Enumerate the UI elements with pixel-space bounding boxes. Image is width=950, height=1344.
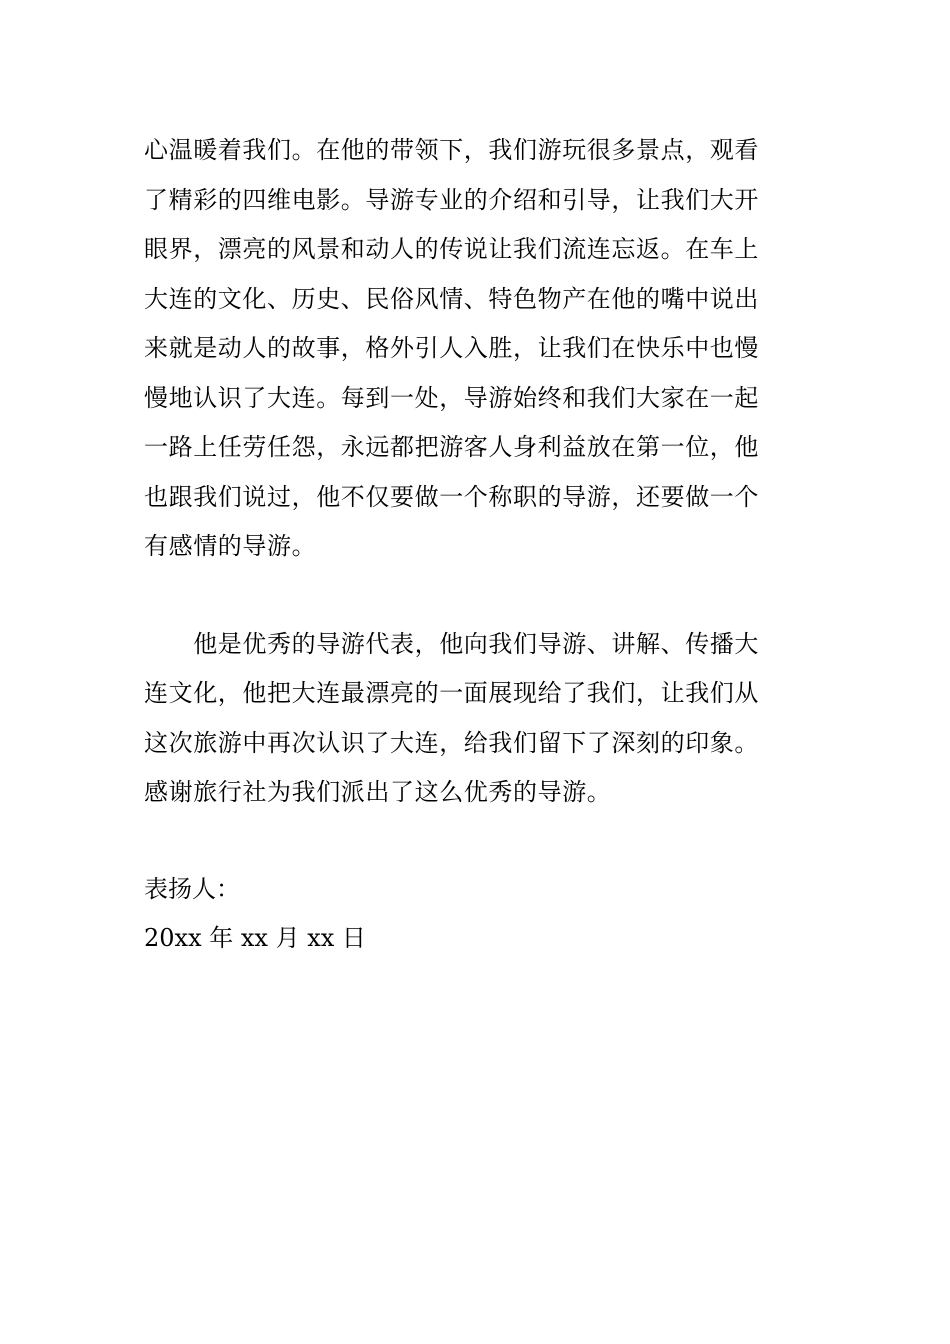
paragraph-line: 有感情的导游。 (144, 532, 317, 560)
paragraph-line: 也跟我们说过，他不仅要做一个称职的导游，还要做一个 (144, 482, 759, 511)
paragraph-2 (144, 620, 814, 818)
paragraph-1 (144, 126, 814, 572)
paragraph-line: 心温暖着我们。在他的带领下，我们游玩很多景点，观看 (144, 136, 759, 164)
paragraph-line: 他是优秀的导游代表，他向我们导游、讲解、传播大 (144, 629, 759, 658)
paragraph-line: 这次旅游中再次认识了大连，给我们留下了深刻的印象。 (144, 728, 759, 757)
paragraph-line: 来就是动人的故事，格外引人入胜，让我们在快乐中也慢 (144, 334, 759, 362)
document-body (144, 126, 814, 963)
paragraph-line: 连文化，他把大连最漂亮的一面展现给了我们，让我们从 (144, 679, 759, 707)
paragraph-spacer (144, 572, 814, 620)
signer-label: 表扬人： (144, 874, 240, 903)
signature-block (144, 865, 814, 963)
paragraph-line: 了精彩的四维电影。导游专业的介绍和引导，让我们大开 (144, 185, 759, 214)
signature-date: 20xx 年 xx 月 xx 日 (144, 923, 366, 952)
signature-spacer (144, 818, 814, 865)
paragraph-line: 慢地认识了大连。每到一处，导游始终和我们大家在一起 (144, 383, 759, 412)
paragraph-line: 眼界，漂亮的风景和动人的传说让我们流连忘返。在车上 (144, 235, 759, 263)
paragraph-line: 大连的文化、历史、民俗风情、特色物产在他的嘴中说出 (144, 284, 759, 313)
paragraph-line: 感谢旅行社为我们派出了这么优秀的导游。 (144, 778, 612, 806)
paragraph-line: 一路上任劳任怨，永远都把游客人身利益放在第一位，他 (144, 433, 759, 461)
